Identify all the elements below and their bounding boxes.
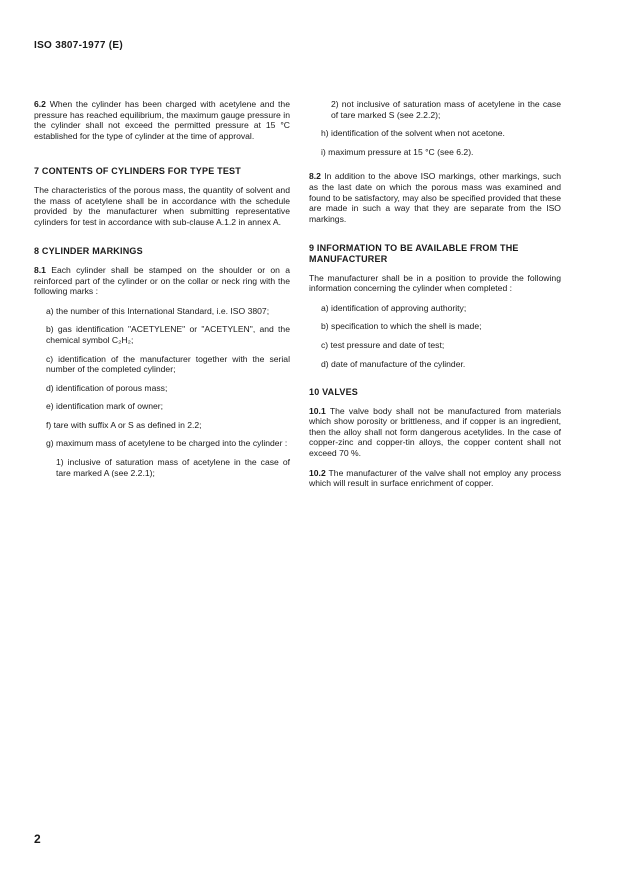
section-9-text: The manufacturer shall be in a position to provide the following information concerning the cylinder when completed : xyxy=(309,272,561,294)
list-item-c: c) identification of the manufacturer together with the serial number of the completed cylinder; xyxy=(46,353,290,375)
clause-8-2 xyxy=(309,171,561,224)
clause-text: Each cylinder shall be stamped on the shoulder or on a reinforced part of the cylinder or on the collar or neck ring with the following marks : xyxy=(34,264,290,297)
sub-item-1: 1) inclusive of saturation mass of acetylene in the case of tare marked A (see 2.2.1); xyxy=(56,457,290,478)
list-item-h: h) identification of the solvent when not acetone. xyxy=(321,128,505,139)
clause-6-2 xyxy=(34,99,290,141)
clause-10-2 xyxy=(309,468,561,489)
clause-10-1 xyxy=(309,406,561,459)
info-item-c: c) test pressure and date of test; xyxy=(321,339,445,350)
page-number: 2 xyxy=(34,832,41,846)
section-8-heading: 8 CYLINDER MARKINGS xyxy=(34,246,143,257)
document-header: ISO 3807-1977 (E) xyxy=(34,40,124,51)
list-item-d: d) identification of porous mass; xyxy=(46,382,168,393)
list-item-b: b) gas identification "ACETYLENE" or "ACETYLEN", and the chemical symbol C₂H₂; xyxy=(46,324,290,345)
info-item-b: b) specification to which the shell is made; xyxy=(321,321,482,332)
sub-item-2: 2) not inclusive of saturation mass of acetylene in the case of tare marked S (see 2.2.2); xyxy=(331,99,561,120)
right-column xyxy=(309,99,561,498)
section-7-text: The characteristics of the porous mass, the quantity of solvent and the mass of acetylene shall be in accordance with the schedule provided by the manufacturer when submitting representative cylinders for test in accordance with sub-clause A.1.2 in annex A. xyxy=(34,184,290,227)
info-item-a: a) identification of approving authority; xyxy=(321,302,467,313)
clause-text: When the cylinder has been charged with acetylene and the pressure has reached equilibrium, the maximum gauge pressure in the cylinder shall not exceed the permitted pressure at 15 °C established for the type of cylinder at the time of approval. xyxy=(34,99,290,141)
section-10-heading: 10 VALVES xyxy=(309,387,358,398)
clause-8-1 xyxy=(34,265,290,297)
list-item-e: e) identification mark of owner; xyxy=(46,401,164,412)
list-item-g: g) maximum mass of acetylene to be charged into the cylinder : xyxy=(46,438,288,449)
clause-text: In addition to the above ISO markings, other markings, such as the last date on which the porous mass was examined and found to be satisfactory, may also be specified provided that these are made in such a way that they are separate from the ISO markings. xyxy=(309,171,561,224)
clause-number: 8.1 xyxy=(34,264,46,275)
list-item-f: f) tare with suffix A or S as defined in 2.2; xyxy=(46,419,202,430)
clause-number: 10.2 xyxy=(309,467,326,478)
left-column xyxy=(34,99,290,486)
clause-number: 8.2 xyxy=(309,171,321,182)
clause-text: The valve body shall not be manufactured from materials which show porosity or brittleness, and if copper is an ingredient, then the alloy shall not form dangerous acetylides. In the case of copper-zinc and copper-tin alloys, the copper content shall not exceed 70 %. xyxy=(309,405,562,459)
clause-number: 10.1 xyxy=(309,405,326,416)
section-9-heading: 9 INFORMATION TO BE AVAILABLE FROM THE MANUFACTURER xyxy=(309,243,519,264)
clause-number: 6.2 xyxy=(34,99,46,109)
section-7-heading: 7 CONTENTS OF CYLINDERS FOR TYPE TEST xyxy=(34,166,241,177)
list-item-i: i) maximum pressure at 15 °C (see 6.2). xyxy=(321,146,474,157)
list-item-a: a) the number of this International Standard, i.e. ISO 3807; xyxy=(46,305,270,316)
info-item-d: d) date of manufacture of the cylinder. xyxy=(321,358,466,369)
clause-text: The manufacturer of the valve shall not employ any process which will result in surface enrichment of copper. xyxy=(309,467,562,489)
